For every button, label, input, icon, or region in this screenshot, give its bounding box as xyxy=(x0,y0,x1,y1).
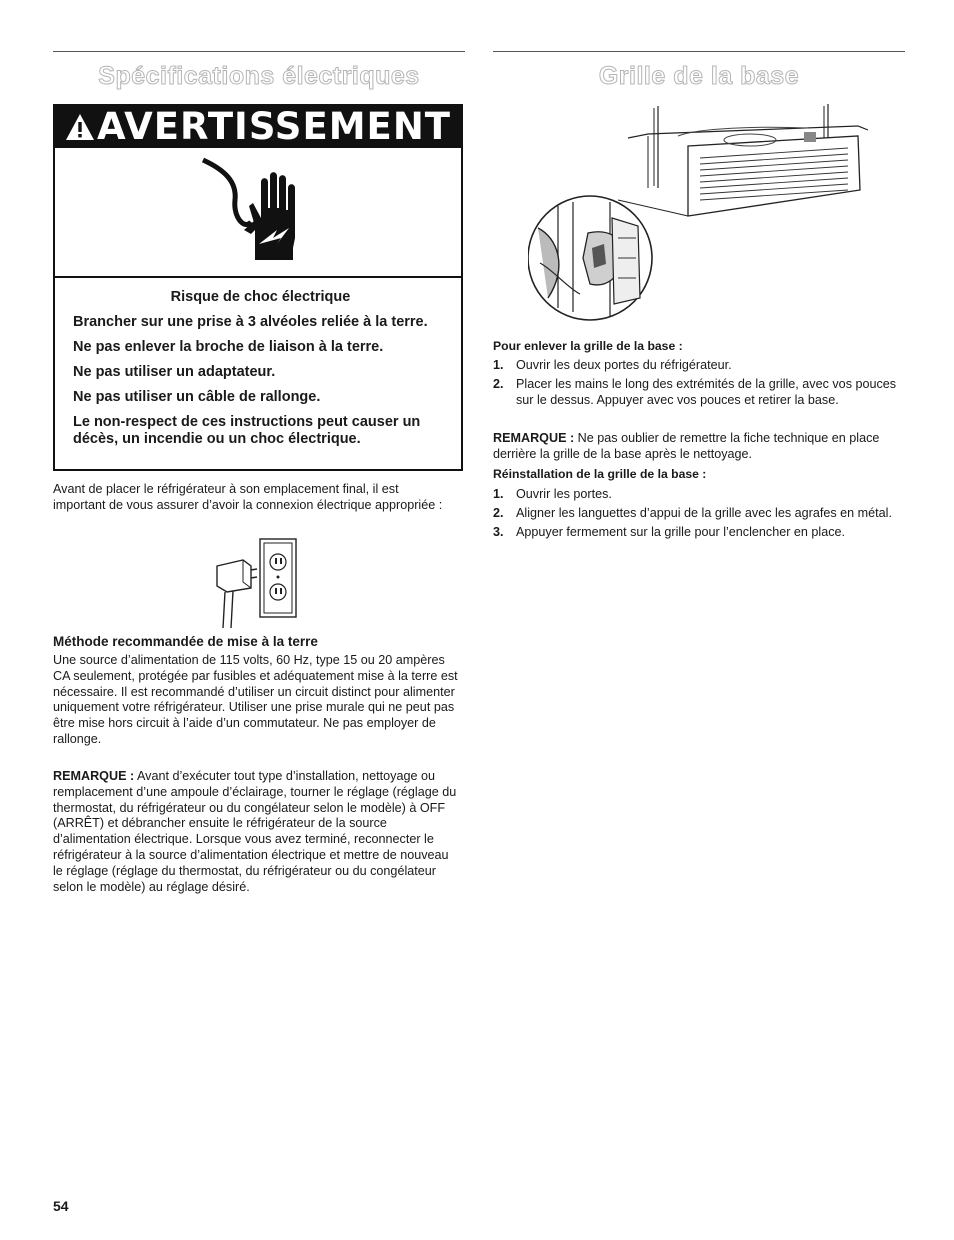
warning-line-ground: Brancher sur une prise à 3 alvéoles reliée à la terre. xyxy=(73,314,428,330)
section-title-base-grille: Grille de la base xyxy=(598,62,800,90)
step-text: Ouvrir les portes. xyxy=(516,487,612,501)
shock-hazard-area xyxy=(55,148,461,278)
step-number: 1. xyxy=(493,358,504,372)
left-remark-label: REMARQUE : xyxy=(53,769,135,783)
step-number: 2. xyxy=(493,505,504,520)
list-item xyxy=(493,377,903,409)
method-heading: Méthode recommandée de mise à la terre xyxy=(53,634,318,649)
warning-line-consequence: Le non-respect de ces instructions peut causer un décès, un incendie ou un choc électrique. xyxy=(73,414,421,447)
left-remark-paragraph xyxy=(53,769,458,895)
step-number: 3. xyxy=(493,524,504,539)
step-text: Aligner les languettes d’appui de la grille avec les agrafes en métal. xyxy=(516,505,892,520)
warning-triangle-icon xyxy=(65,108,95,150)
left-remark-text: Avant d’exécuter tout type d’installation, nettoyage ou remplacement d’une ampoule d’éclairage, tourner le réglage (réglage du thermostat, du réfrigérateur ou du congélateur selon le modèle) à OFF (ARRÊT) et débrancher ensuite le réfrigérateur de la source d’alimentation électrique. Lorsque vous avez terminé, reconnecter le réfrigérateur à la source d’alimentation électrique et mettre de nouveau le réglage (réglage du thermostat, du réfrigérateur ou du congélateur selon le modèle) au réglage désiré. xyxy=(53,769,457,894)
step-text: Placer les mains le long des extrémités de la grille, avec vos pouces sur le dessus. Appuyer avec vos pouces et retirer la base. xyxy=(516,376,897,407)
right-remark-label: REMARQUE : xyxy=(493,431,575,445)
right-top-rule xyxy=(493,51,905,52)
reinstall-heading: Réinstallation de la grille de la base : xyxy=(493,467,707,481)
list-item xyxy=(493,506,903,522)
grounded-outlet-illustration xyxy=(205,536,315,636)
list-item xyxy=(493,358,903,374)
step-text: Ouvrir les deux portes du réfrigérateur. xyxy=(516,358,732,372)
section-title-electrical: Spécifications électriques xyxy=(98,62,420,90)
reinstall-steps-list xyxy=(493,487,903,543)
step-number: 1. xyxy=(493,487,504,501)
remove-steps-list xyxy=(493,358,903,411)
right-remark-text: Ne pas oublier de remettre la fiche technique en place derrière la grille de la base après le nettoyage. xyxy=(493,431,880,461)
warning-header-text: AVERTISSEMENT xyxy=(96,105,452,148)
warning-header xyxy=(55,106,461,148)
page-number: 54 xyxy=(53,1198,69,1214)
method-paragraph: Une source d’alimentation de 115 volts, 60 Hz, type 15 ou 20 ampères CA seulement, protégée par fusibles et adéquatement mise à la terre est nécessaire. Il est recommandé d’utiliser un circuit distinct pour alimenter uniquement votre réfrigérateur. Utiliser une prise murale qui ne peut pas être mise hors circuit à l’aide d’un commutateur. Ne pas employer de rallonge. xyxy=(53,653,458,746)
warning-text xyxy=(73,289,448,456)
warning-line-extension: Ne pas utiliser un câble de rallonge. xyxy=(73,389,321,405)
list-item xyxy=(493,487,903,503)
electric-shock-hand-icon xyxy=(55,148,461,276)
step-text: Appuyer fermement sur la grille pour l’enclencher en place. xyxy=(516,524,846,539)
remove-heading: Pour enlever la grille de la base : xyxy=(493,339,683,353)
warning-line-prong: Ne pas enlever la broche de liaison à la terre. xyxy=(73,339,384,355)
list-item xyxy=(493,525,903,541)
warning-box xyxy=(53,104,463,471)
warning-line-adapter: Ne pas utiliser un adaptateur. xyxy=(73,364,276,380)
left-top-rule xyxy=(53,51,465,52)
base-grille-illustration xyxy=(528,98,908,328)
right-remark-paragraph xyxy=(493,431,903,463)
warning-risk-line: Risque de choc électrique xyxy=(170,289,351,305)
step-number: 2. xyxy=(493,376,504,391)
intro-paragraph: Avant de placer le réfrigérateur à son emplacement final, il est important de vous assurer d’avoir la connexion électrique appropriée : xyxy=(53,482,443,512)
